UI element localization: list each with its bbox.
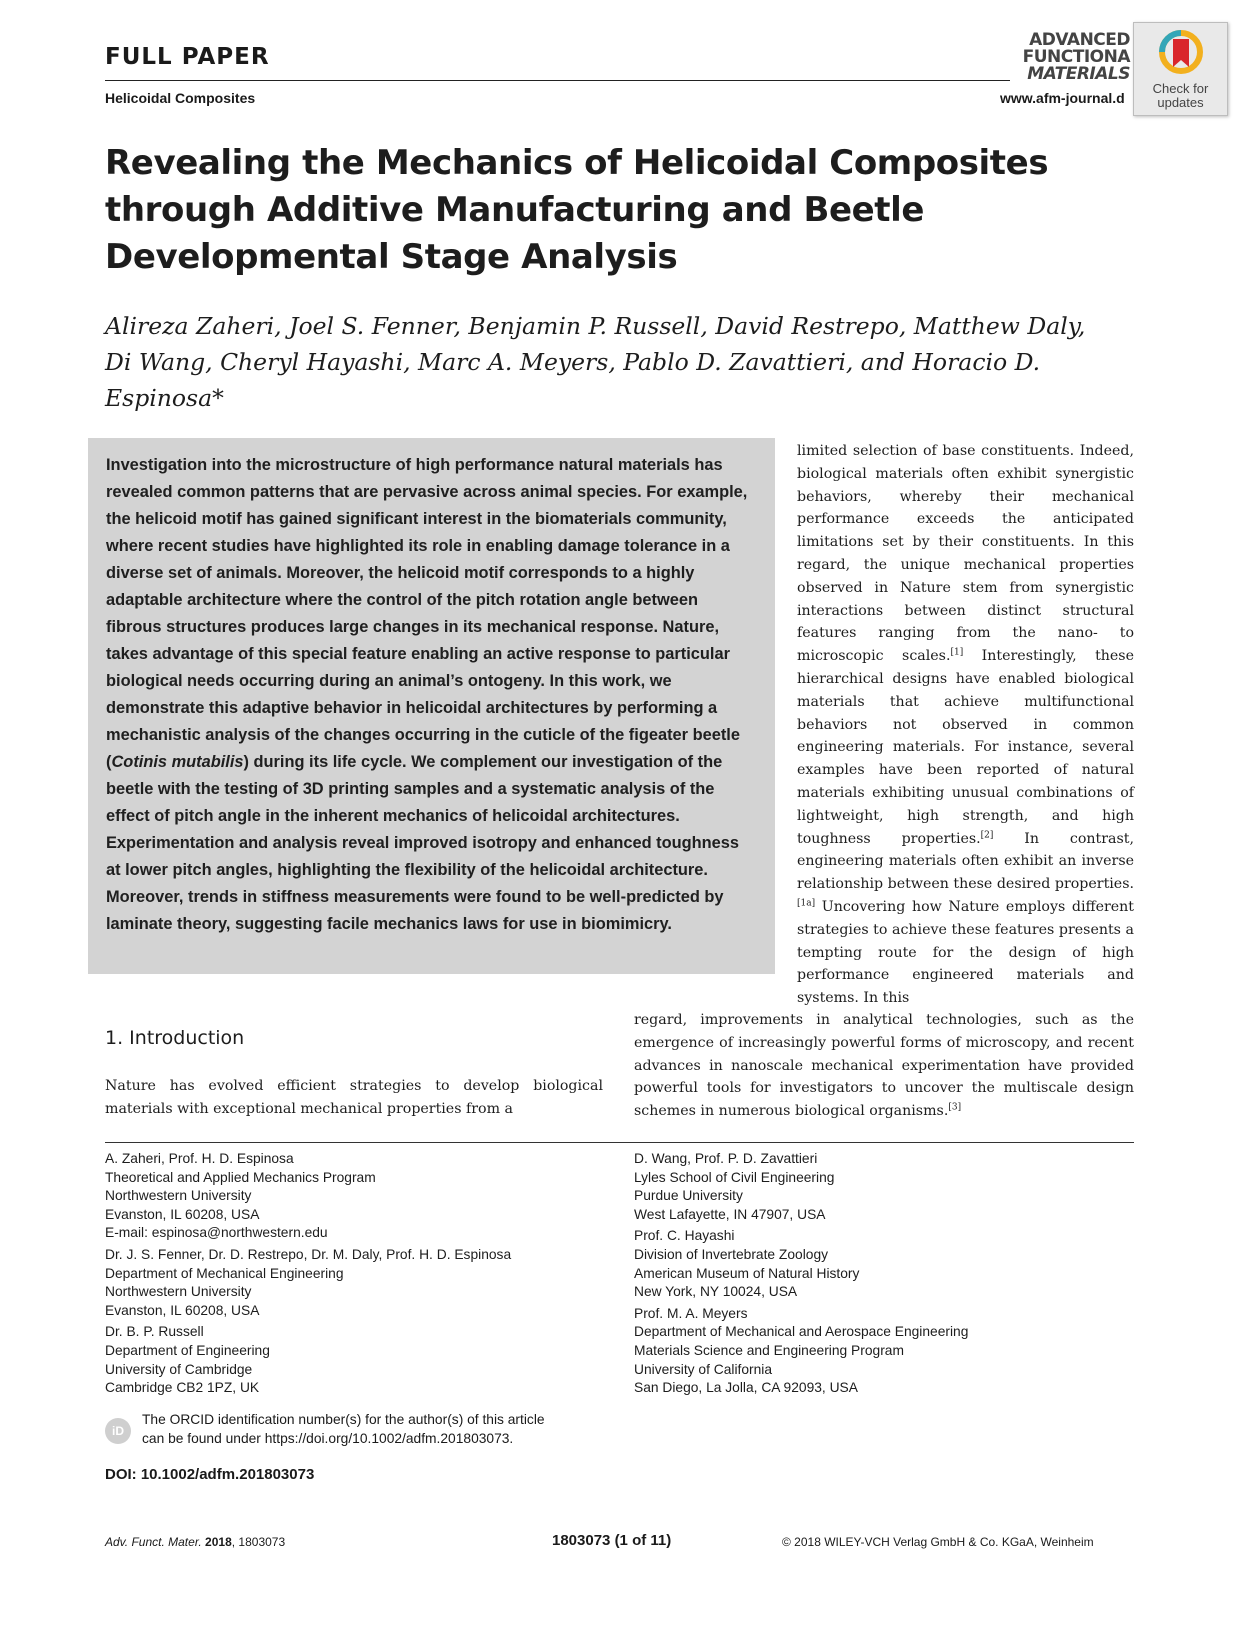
intro-left-column: Nature has evolved efficient strategies to develop biological materials with exceptional mechanical properties from a <box>105 1078 603 1117</box>
affiliation-line: San Diego, La Jolla, CA 92093, USA <box>634 1380 858 1396</box>
author-list <box>105 308 1165 416</box>
affiliation-line: Prof. C. Hayashi <box>634 1228 735 1244</box>
logo-line-3: MATERIALS <box>1027 64 1130 84</box>
section-heading-introduction: 1. Introduction <box>105 1027 245 1049</box>
affiliation-line: Department of Mechanical Engineering <box>105 1265 344 1281</box>
logo-line-2: FUNCTIONA <box>1022 47 1130 67</box>
check-updates-line-1: Check for <box>1152 81 1209 96</box>
section-label: Helicoidal Composites <box>105 90 256 106</box>
article-type-label: FULL PAPER <box>105 44 270 70</box>
affiliation-line: Theoretical and Applied Mechanics Program <box>105 1169 376 1185</box>
affiliation-line: University of Cambridge <box>105 1361 253 1377</box>
body-text: regard, improvements in analytical technologies, such as the emergence of increasingly powerful forms of microscopy, and recent advances in nanoscale mechanical experimentation have provided powerful tools for investigators to uncover the multiscale design schemes in numerous biological organisms. <box>634 1012 1134 1120</box>
footer-copyright: © 2018 WILEY-VCH Verlag GmbH & Co. KGaA, Weinheim <box>782 1535 1094 1549</box>
affiliation-block <box>105 1246 605 1320</box>
citation-ref[interactable]: [3] <box>948 1102 962 1113</box>
journal-logo <box>1010 32 1130 83</box>
affiliation-block <box>105 1323 605 1397</box>
footer-page-number: 1803073 (1 of 11) <box>552 1532 672 1549</box>
footer-citation <box>105 1535 285 1549</box>
affiliation-line: Evanston, IL 60208, USA <box>105 1206 260 1222</box>
affiliation-line: Department of Mechanical and Aerospace Engineering <box>634 1324 969 1340</box>
header-divider <box>105 80 1010 81</box>
orcid-note <box>142 1411 622 1448</box>
affiliation-line: Northwestern University <box>105 1284 252 1300</box>
footer-journal-name: Adv. Funct. Mater. <box>105 1535 202 1549</box>
affiliation-line: West Lafayette, IN 47907, USA <box>634 1206 826 1222</box>
footnote-divider <box>105 1142 1134 1143</box>
affiliation-line: New York, NY 10024, USA <box>634 1284 798 1300</box>
journal-url-link[interactable]: www.afm-journal.d <box>1000 90 1125 106</box>
affiliation-line: American Museum of Natural History <box>634 1265 860 1281</box>
affiliation-line: Evanston, IL 60208, USA <box>105 1302 260 1318</box>
affiliation-line: Cambridge CB2 1PZ, UK <box>105 1380 260 1396</box>
affiliation-line: Purdue University <box>634 1188 743 1204</box>
abstract-part-1: Investigation into the microstructure of high performance natural materials has revealed common patterns that are pervasive across animal species. For example, the helicoid motif has gained significant interest in the biomaterials community, where recent studies have highlighted its role in enabling damage tolerance in a diverse set of animals. Moreover, the helicoid motif corresponds to a highly adaptable architecture where the control of the pitch rotation angle between fibrous structures produces large changes in its mechanical response. Nature, takes advantage of this special feature enabling an active response to particular biological needs occurring during an animal’s ontogeny. In this work, we demonstrate this adaptive behavior in helicoidal architectures by performing a mechanistic analysis of the changes occurring in the cuticle of the figeater beetle ( <box>106 456 748 771</box>
abstract-text <box>106 452 758 938</box>
check-updates-line-2: updates <box>1157 95 1204 110</box>
affiliation-block <box>105 1150 605 1243</box>
check-for-updates-button[interactable] <box>1133 22 1228 116</box>
affiliation-block <box>634 1150 1134 1224</box>
orcid-doi-link[interactable]: can be found under https://doi.org/10.1002/adfm.201803073. <box>142 1430 514 1446</box>
affiliation-block <box>634 1227 1134 1301</box>
affiliation-line: Division of Invertebrate Zoology <box>634 1246 829 1262</box>
logo-line-1: ADVANCED <box>1029 30 1130 50</box>
body-text: In contrast, engineering materials often exhibit an inverse relationship between these desired properties. <box>797 830 1134 893</box>
doi-label[interactable]: DOI: 10.1002/adfm.201803073 <box>105 1466 315 1483</box>
citation-ref[interactable]: [1] <box>950 647 964 658</box>
body-text: Interestingly, these hierarchical designs have enabled biological materials that achieve multifunctional behaviors not observed in common engineering materials. For instance, several examples have been reported of natural materials exhibiting unusual combinations of lightweight, high strength, and high toughness properties. <box>797 648 1134 847</box>
affiliations-right <box>634 1150 1134 1401</box>
author-line-1: Alireza Zaheri, Joel S. Fenner, Benjamin P. Russell, David Restrepo, Matthew Daly, <box>105 312 1086 340</box>
abstract-part-2: ) during its life cycle. We complement our investigation of the beetle with the testing of 3D printing samples and a systematic analysis of the effect of pitch angle in the inherent mechanics of helicoidal architectures. Experimentation and analysis reveal improved isotropy and enhanced toughness at lower pitch angles, highlighting the flexibility of the helicoidal architecture. Moreover, trends in stiffness measurements were found to be well-predicted by laminate theory, suggesting facile mechanics laws for use in biomimicry. <box>106 753 740 933</box>
footer-article-number: , 1803073 <box>231 1535 286 1549</box>
body-text: limited selection of base constituents. Indeed, biological materials often exhibit synergistic behaviors, whereby their mechanical performance exceeds the anticipated limitations set by their constituents. In this regard, the unique mechanical properties observed in Nature stem from synergistic interactions between distinct structural features ranging from the nano- to microscopic scales. <box>797 443 1134 665</box>
citation-ref[interactable]: [1a] <box>797 898 816 909</box>
orcid-icon: iD <box>105 1418 131 1444</box>
affiliation-line: Lyles School of Civil Engineering <box>634 1169 835 1185</box>
affiliation-line: University of California <box>634 1361 773 1377</box>
intro-right-column-top <box>797 440 1134 1010</box>
citation-ref[interactable]: [2] <box>980 829 994 840</box>
affiliation-line: Materials Science and Engineering Program <box>634 1342 904 1358</box>
affiliation-line: Dr. B. P. Russell <box>105 1324 204 1340</box>
affiliations-left <box>105 1150 605 1401</box>
abstract-species-name: Cotinis mutabilis <box>111 753 244 771</box>
orcid-note-line: The ORCID identification number(s) for the author(s) of this article <box>142 1412 545 1427</box>
affiliation-block <box>634 1305 1134 1398</box>
crossmark-icon <box>1156 27 1206 77</box>
footer-year: 2018 <box>205 1535 232 1549</box>
affiliation-line: Dr. J. S. Fenner, Dr. D. Restrepo, Dr. M. Daly, Prof. H. D. Espinosa <box>105 1246 512 1262</box>
author-line-2: Di Wang, Cheryl Hayashi, Marc A. Meyers, Pablo D. Zavattieri, and Horacio D. Espinosa* <box>105 348 1041 412</box>
affiliation-line: D. Wang, Prof. P. D. Zavattieri <box>634 1151 818 1166</box>
email-link[interactable]: E-mail: espinosa@northwestern.edu <box>105 1225 328 1241</box>
affiliation-line: A. Zaheri, Prof. H. D. Espinosa <box>105 1151 294 1166</box>
intro-right-column-bottom <box>634 1009 1134 1123</box>
affiliation-line: Northwestern University <box>105 1188 252 1204</box>
body-text: Uncovering how Nature employs different strategies to achieve these features presents a tempting route for the design of high performance engineered materials and systems. In this <box>797 898 1134 1007</box>
affiliation-line: Department of Engineering <box>105 1342 270 1358</box>
paper-title: Revealing the Mechanics of Helicoidal Composites through Additive Manufacturing and Beetle Developmental Stage Analysis <box>105 143 1049 277</box>
affiliation-line: Prof. M. A. Meyers <box>634 1305 748 1321</box>
